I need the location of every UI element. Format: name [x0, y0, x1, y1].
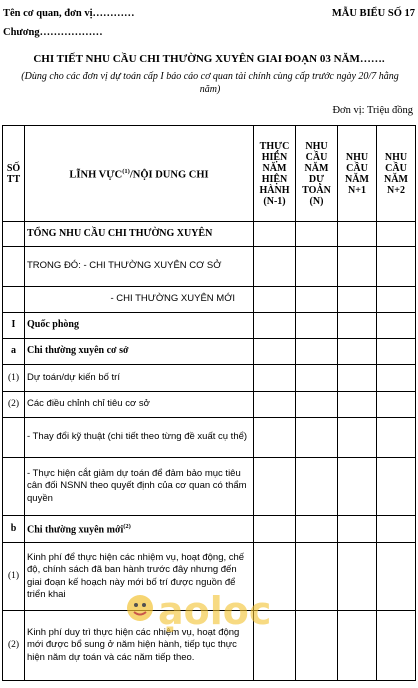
table-row — [3, 365, 416, 392]
row-stt: b — [3, 516, 25, 543]
table-row — [3, 611, 416, 681]
org-name-label: Tên cơ quan, đơn vị………… — [3, 8, 135, 19]
row-stt: (2) — [3, 611, 25, 681]
row-of-which-base-label: TRONG ĐÓ: - CHI THƯỜNG XUYÊN CƠ SỞ — [25, 247, 254, 287]
row-defense-label: Quốc phòng — [25, 313, 254, 339]
table-row — [3, 247, 416, 287]
row-stt: (1) — [3, 543, 25, 611]
document-title: CHI TIẾT NHU CẦU CHI THƯỜNG XUYÊN GIAI ĐOẠN 03 NĂM……. — [33, 53, 385, 65]
row-budget-cut-label: - Thực hiện cắt giảm dự toán để đảm bảo mục tiêu cân đối NSNN theo quyết định của cơ quan có thẩm quyền — [25, 458, 254, 516]
table-row — [3, 516, 416, 543]
table-row — [3, 339, 416, 365]
row-base-expense-label: Chi thường xuyên cơ sở — [25, 339, 254, 365]
row-funding-new-label: Kinh phí duy trì thực hiện các nhiệm vụ, hoạt động mới được bổ sung ở năm hiện hành, tiếp tục thực hiện năm dự toán và các năm tiếp theo. — [25, 611, 254, 681]
row-adjustments-label: Các điều chỉnh chỉ tiêu cơ sở — [25, 392, 254, 418]
document-subtitle: (Dùng cho các đơn vị dự toán cấp I báo cáo cơ quan tài chính cùng cấp trước ngày 20/7 hằng năm) — [21, 71, 399, 95]
watermark-text: ạoloc — [158, 589, 272, 633]
table-row — [3, 313, 416, 339]
table-row — [3, 222, 416, 247]
row-of-which-new-label: - CHI THƯỜNG XUYÊN MỚI — [25, 287, 254, 313]
table-row — [3, 418, 416, 458]
unit-label: Đơn vị: Triệu đồng — [332, 105, 413, 116]
row-new-expense-label: Chi thường xuyên mới$^{(2)}$ — [25, 516, 254, 543]
header-budget-year: NHU CẦU NĂM DỰ TOÁN (N) — [296, 126, 338, 222]
row-stt: I — [3, 313, 25, 339]
chapter-label: Chương……………… — [3, 27, 103, 38]
row-total-label: TỔNG NHU CẦU CHI THƯỜNG XUYÊN — [25, 222, 254, 247]
table-header-row — [3, 126, 416, 222]
row-technical-change-label: - Thay đổi kỹ thuật (chi tiết theo từng đề xuất cụ thể) — [25, 418, 254, 458]
row-estimate-label: Dự toán/dự kiến bố trí — [25, 365, 254, 392]
expenditure-table — [2, 125, 416, 681]
row-stt: (2) — [3, 392, 25, 418]
header-current-year: THỰC HIỆN NĂM HIỆN HÀNH (N-1) — [254, 126, 296, 222]
header-year-n1: NHU CẦU NĂM N+1 — [338, 126, 377, 222]
row-funding-existing-label: Kinh phí để thực hiện các nhiệm vụ, hoạt động, chế độ, chính sách đã ban hành trước đây nhưng đến giai đoạn kế hoạch này mới bố trí được nguồn để triển khai — [25, 543, 254, 611]
form-number: MẪU BIỂU SỐ 17 — [331, 8, 415, 19]
row-stt: a — [3, 339, 25, 365]
header-year-n2: NHU CẦU NĂM N+2 — [377, 126, 416, 222]
table-row — [3, 458, 416, 516]
table-row — [3, 543, 416, 611]
table-row — [3, 392, 416, 418]
header-field: LĨNH VỰC$^{(1)}$/NỘI DUNG CHI — [25, 126, 254, 222]
row-stt: (1) — [3, 365, 25, 392]
table-row — [3, 287, 416, 313]
header-stt: SỐ TT — [3, 126, 25, 222]
